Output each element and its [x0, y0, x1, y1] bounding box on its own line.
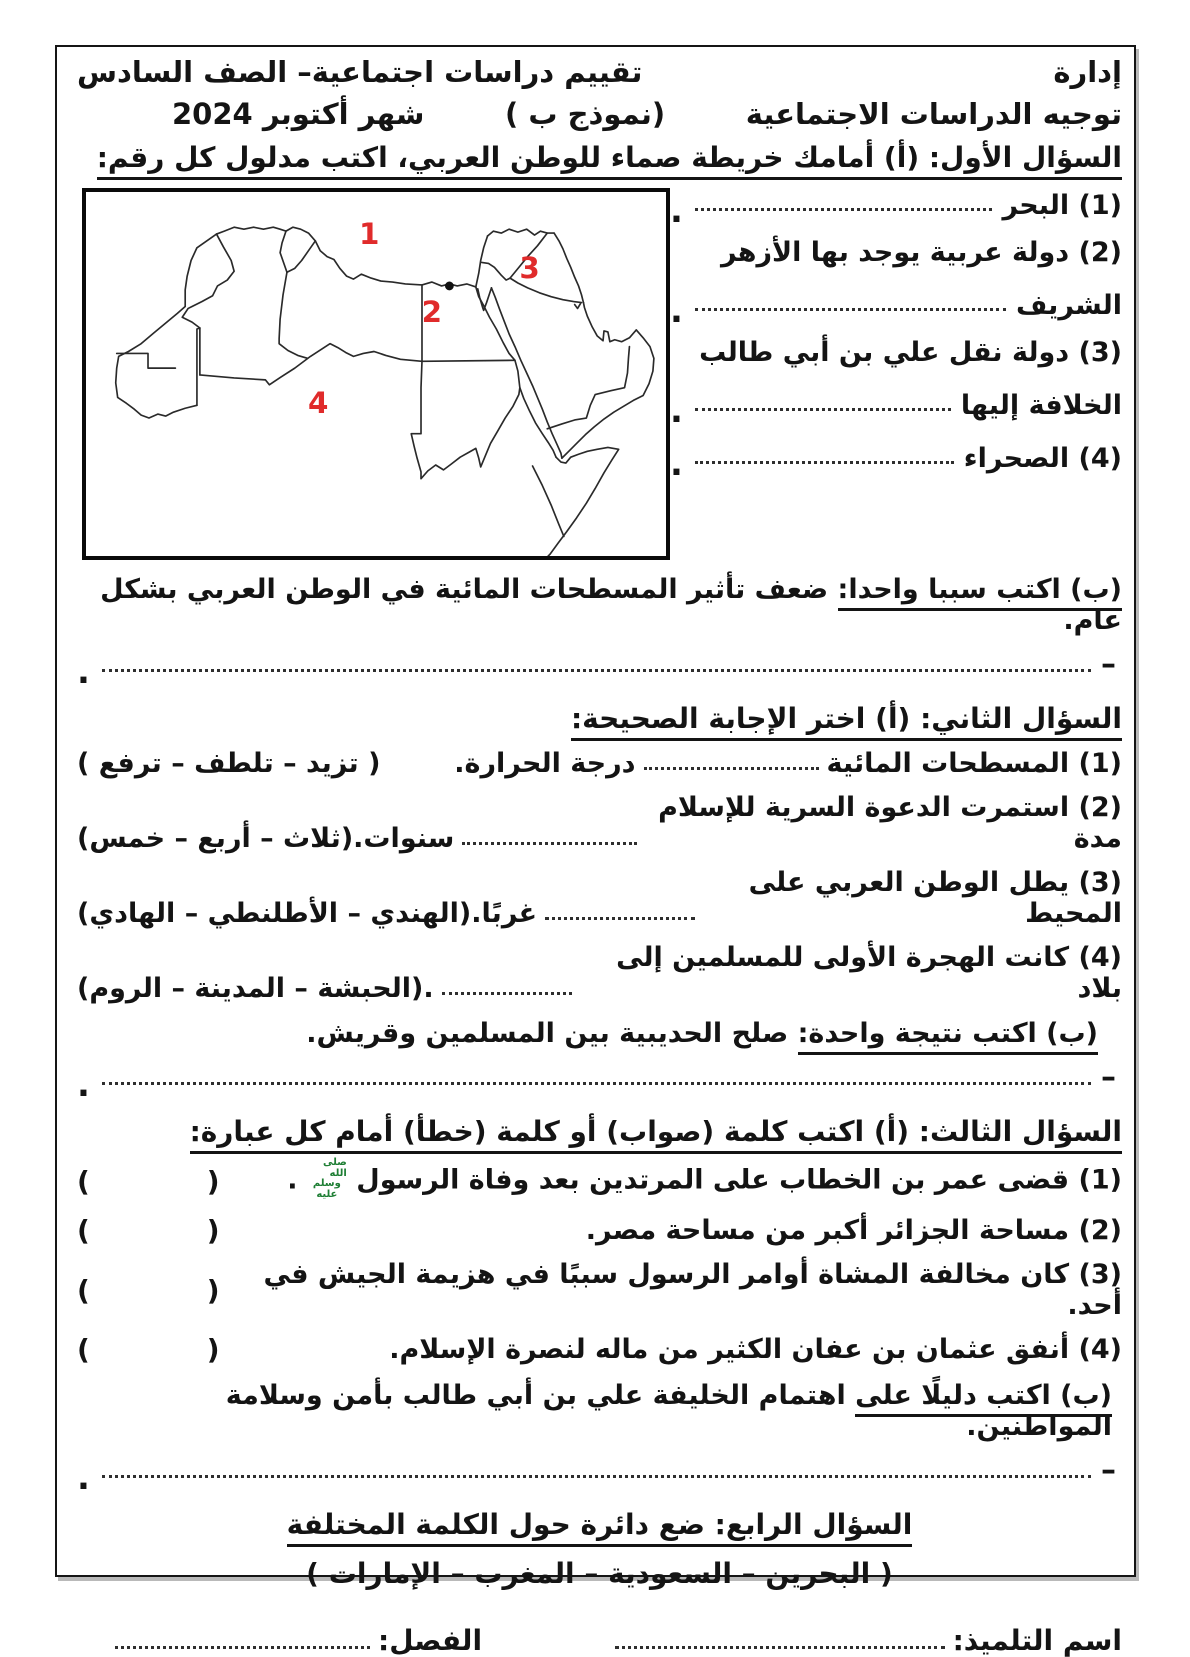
answer-line[interactable]	[695, 308, 1006, 311]
month-label: شهر أكتوبر 2024	[172, 97, 425, 131]
student-name-field[interactable]	[615, 1646, 945, 1649]
answer-line[interactable]	[695, 408, 951, 411]
prophet-seal-icon: صلى الله وسلم عليه	[312, 1157, 347, 1200]
question1-part-b	[77, 574, 1122, 636]
q1-partb-text: ضعف تأثير المسطحات المائية في الوطن العربي بشكل عام.	[100, 574, 1122, 636]
answer-line[interactable]	[102, 1475, 1091, 1478]
answer-line[interactable]	[102, 669, 1091, 672]
question1-items	[670, 188, 1122, 560]
true-false-bracket[interactable]: ( )	[77, 1333, 220, 1366]
answer-line[interactable]	[442, 992, 572, 995]
q2-partb-text: صلح الحديبية بين المسلمين وقريش.	[306, 1018, 789, 1049]
q2-answer-row: – .	[77, 1060, 1116, 1106]
q2-options-4: (الحبشة – المدينة – الروم)	[77, 973, 424, 1004]
nile-delta-dot	[445, 282, 454, 291]
map-number-4: 4	[308, 386, 329, 421]
q1-item-3: (3) دولة نقل علي بن أبي طالب الخلافة إليها .	[670, 337, 1122, 432]
q2-options-2: (ثلاث – أربع – خمس)	[77, 823, 354, 854]
true-false-bracket[interactable]: ( )	[77, 1214, 220, 1247]
admin-label: إدارة	[1053, 55, 1122, 89]
q1-item-2: (2) دولة عربية يوجد بها الأزهر الشريف .	[670, 237, 1122, 332]
map-svg	[86, 192, 666, 556]
question4-heading: السؤال الرابع: ضع دائرة حول الكلمة المختلفة	[77, 1508, 1122, 1541]
map-number-3: 3	[519, 251, 540, 286]
question3-heading: السؤال الثالث: (أ) اكتب كلمة (صواب) أو كلمة (خطأ) أمام كل عبارة:	[77, 1115, 1122, 1148]
q3-row-1: (1) قضى عمر بن الخطاب على المرتدين بعد وفاة الرسول صلى الله وسلم عليه . ( )	[77, 1157, 1122, 1200]
q3-row-4: (4) أنفق عثمان بن عفان الكثير من ماله لنصرة الإسلام. ( )	[77, 1333, 1122, 1366]
header-row-2	[77, 97, 1122, 131]
directorate-label: توجيه الدراسات الاجتماعية	[745, 97, 1122, 131]
q1-partb-label: (ب) اكتب سببا واحدا:	[838, 574, 1122, 611]
q3-partb-text: اهتمام الخليفة علي بن أبي طالب بأمن وسلامة المواطنين.	[225, 1380, 1112, 1442]
answer-line[interactable]	[695, 461, 954, 464]
q1-answer-row: – .	[77, 647, 1116, 693]
q3-row-2: (2) مساحة الجزائر أكبر من مساحة مصر. ( )	[77, 1214, 1122, 1247]
q1-item-4: (4) الصحراء .	[670, 443, 1122, 485]
footer-row	[77, 1624, 1122, 1657]
map-number-1: 1	[358, 216, 380, 251]
class-field[interactable]	[115, 1646, 370, 1649]
answer-line[interactable]	[644, 767, 819, 770]
q2-options-1: ( تزيد – تلطف – ترفع )	[77, 748, 381, 779]
map-number-2: 2	[421, 295, 442, 330]
class-label: الفصل:	[378, 1624, 483, 1657]
q2-options-3: (الهندي – الأطلنطي – الهادي)	[77, 898, 472, 929]
answer-line[interactable]	[462, 842, 637, 845]
true-false-bracket[interactable]: ( )	[77, 1164, 220, 1198]
question3-part-b	[77, 1380, 1112, 1442]
q2-row-4: (4) كانت الهجرة الأولى للمسلمين إلى بلاد . (الحبشة – المدينة – الروم)	[77, 942, 1122, 1004]
q3-partb-label: (ب) اكتب دليلًا على	[855, 1380, 1112, 1417]
exam-sheet	[55, 45, 1136, 1657]
student-name-label: اسم التلميذ:	[952, 1624, 1122, 1657]
arab-world-blank-map	[82, 188, 670, 560]
question2-heading: السؤال الثاني: (أ) اختر الإجابة الصحيحة:	[77, 702, 1122, 735]
q2-partb-label: (ب) اكتب نتيجة واحدة:	[798, 1018, 1098, 1055]
true-false-bracket[interactable]: ( )	[77, 1273, 220, 1307]
header-row-1	[77, 55, 1122, 89]
q1-item-1: (1) البحر .	[670, 190, 1122, 232]
model-label: (نموذج ب )	[505, 97, 666, 131]
q2-row-3: (3) يطل الوطن العربي على المحيط غربًا. (الهندي – الأطلنطي – الهادي)	[77, 867, 1122, 929]
q2-row-1: (1) المسطحات المائية درجة الحرارة. ( تزيد – تلطف – ترفع )	[77, 748, 1122, 779]
question1-heading: السؤال الأول: (أ) أمامك خريطة صماء للوطن العربي، اكتب مدلول كل رقم:	[77, 141, 1122, 174]
answer-line[interactable]	[545, 917, 695, 920]
answer-line[interactable]	[695, 208, 993, 211]
q3-answer-row: – .	[77, 1453, 1116, 1499]
q3-row-3: (3) كان مخالفة المشاة أوامر الرسول سببًا في هزيمة الجيش في أحد. ( )	[77, 1259, 1122, 1321]
q4-options[interactable]: ( البحرين – السعودية – المغرب – الإمارات )	[306, 1557, 893, 1590]
assessment-title: تقييم دراسات اجتماعية– الصف السادس	[77, 55, 643, 89]
question1-map-section	[77, 188, 1122, 560]
answer-line[interactable]	[102, 1082, 1091, 1085]
question2-part-b	[77, 1018, 1098, 1049]
q2-row-2: (2) استمرت الدعوة السرية للإسلام مدة سنوات. (ثلاث – أربع – خمس)	[77, 792, 1122, 854]
